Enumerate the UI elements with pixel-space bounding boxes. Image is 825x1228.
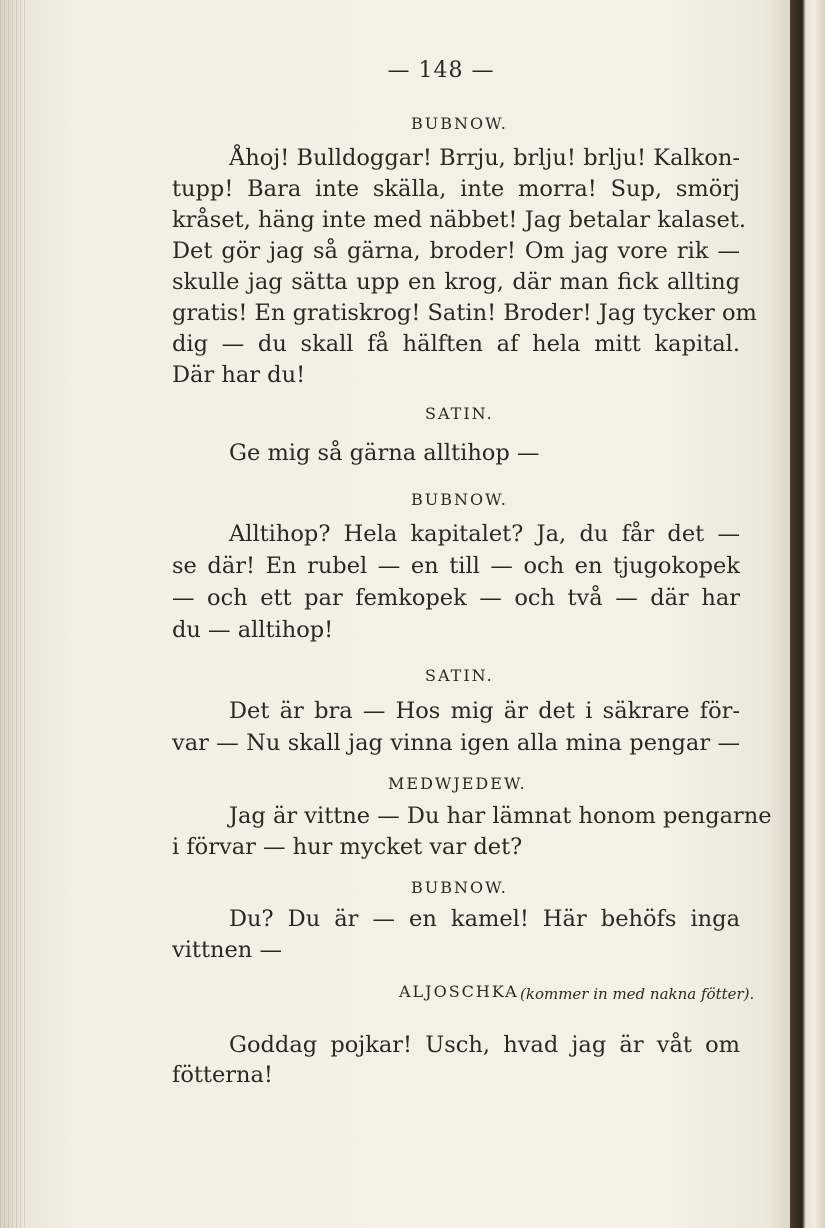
dialogue-line: Där har du! [172, 362, 306, 388]
dialogue-line: Det är bra — Hos mig är det i säkrare för- [229, 698, 740, 724]
speaker-name: ALJOSCHKA [399, 982, 519, 1001]
dialogue-line: — och ett par femkopek — och två — där har [172, 585, 740, 611]
dialogue-line: Jag är vittne — Du har lämnat honom pengarne [229, 803, 772, 829]
dialogue-line: i förvar — hur mycket var det? [172, 834, 523, 860]
dialogue-line: dig — du skall få hälften af hela mitt kapital. [172, 331, 740, 357]
page-gutter [0, 0, 28, 1228]
dialogue-line: Det gör jag så gärna, broder! Om jag vore rik — [172, 238, 740, 264]
page-number: — 148 — [387, 58, 495, 83]
dialogue-line: du — alltihop! [172, 617, 334, 643]
dialogue-line: kråset, häng inte med näbbet! Jag betalar kalaset. [172, 207, 747, 233]
speaker-name: SATIN. [425, 666, 494, 685]
dialogue-line: vittnen — [172, 937, 282, 963]
speaker-name: SATIN. [425, 404, 494, 423]
dialogue-line: tupp! Bara inte skälla, inte morra! Sup, smörj [172, 176, 740, 202]
speaker-name: BUBNOW. [411, 878, 508, 897]
speaker-name: BUBNOW. [411, 114, 508, 133]
dialogue-line: Alltihop? Hela kapitalet? Ja, du får det — [229, 521, 740, 547]
dialogue-line: skulle jag sätta upp en krog, där man fick allting [172, 269, 740, 295]
book-edge [790, 0, 825, 1228]
dialogue-line: var — Nu skall jag vinna igen alla mina pengar — [172, 730, 740, 756]
dialogue-line: Goddag pojkar! Usch, hvad jag är våt om [229, 1032, 740, 1058]
speaker-name: MEDWJEDEW. [388, 774, 527, 793]
dialogue-line: fötterna! [172, 1062, 273, 1088]
stage-direction: (kommer in med nakna fötter). [520, 985, 755, 1003]
dialogue-line: Ge mig så gärna alltihop — [229, 440, 540, 466]
dialogue-line: Åhoj! Bulldoggar! Brrju, brlju! brlju! Kalkon- [229, 145, 740, 171]
dialogue-line: gratis! En gratiskrog! Satin! Broder! Jag tycker om [172, 300, 757, 326]
speaker-name: BUBNOW. [411, 490, 508, 509]
dialogue-line: se där! En rubel — en till — och en tjugokopek [172, 553, 740, 579]
dialogue-line: Du? Du är — en kamel! Här behöfs inga [229, 906, 740, 932]
